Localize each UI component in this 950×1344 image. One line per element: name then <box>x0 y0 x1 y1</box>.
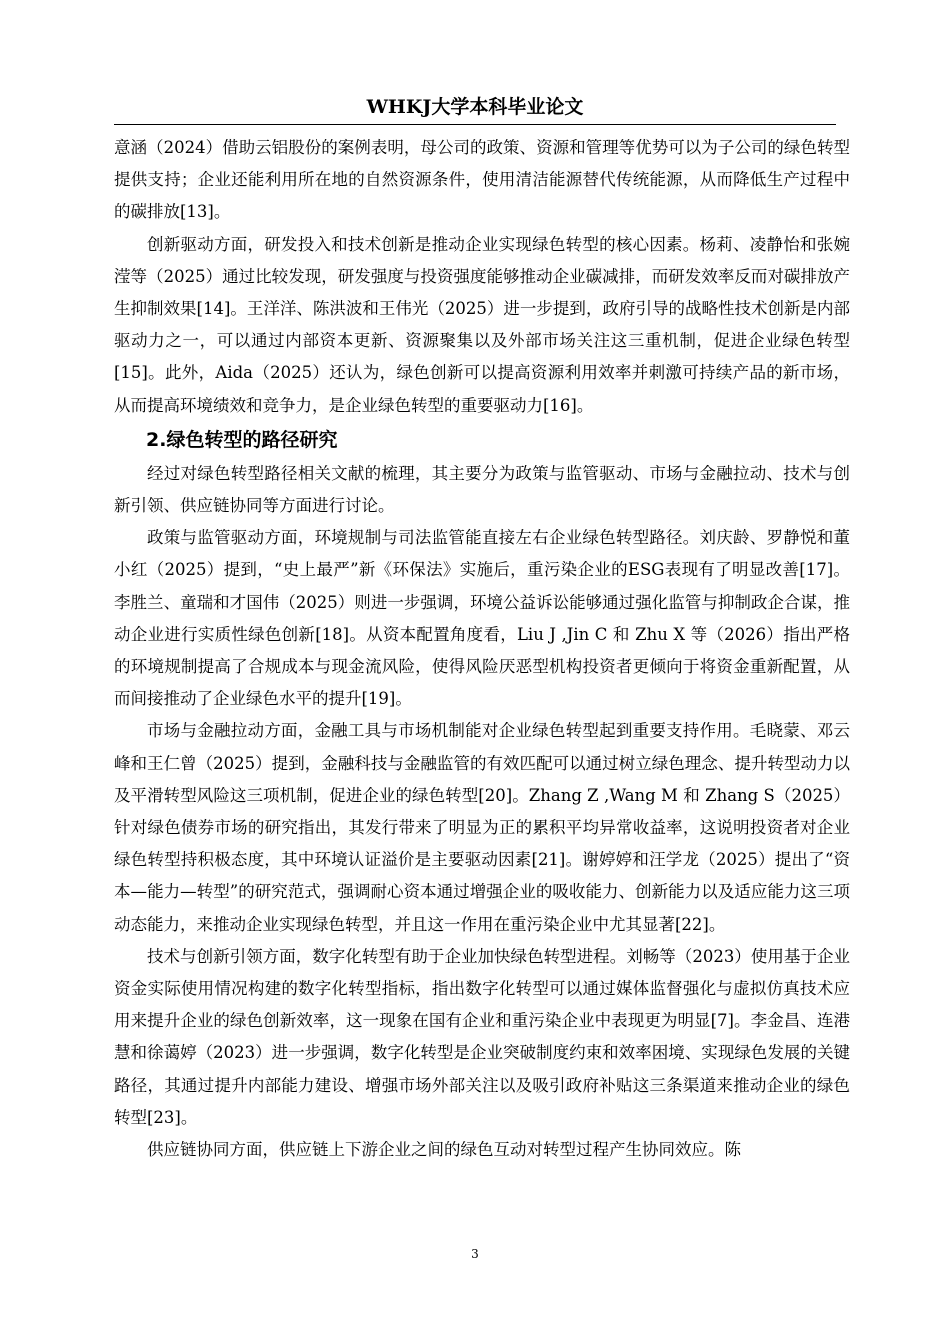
paragraph-technology-innovation: 技术与创新引领方面，数字化转型有助于企业加快绿色转型进程。刘畅等（2023）使用基于企业资金实际使用情况构建的数字化转型指标，指出数字化转型可以通过媒体监督强化与虚拟仿真技术应用来提升企业的绿色创新效率，这一现象在国有企业和重污染企业中表现更为明显[7]。李金昌、连港慧和徐蔼婷（2023）进一步强调，数字化转型是企业突破制度约束和效率困境、实现绿色发展的关键路径，其通过提升内部能力建设、增强市场外部关注以及吸引政府补贴这三条渠道来推动企业的绿色转型[23]。 <box>114 946 850 1127</box>
paragraph-policy-regulation: 政策与监管驱动方面，环境规制与司法监管能直接左右企业绿色转型路径。刘庆龄、罗静悦和董小红（2025）提到，“史上最严”新《环保法》实施后，重污染企业的ESG表现有了明显改善[17]。李胜兰、童瑞和才国伟（2025）则进一步强调，环境公益诉讼能够通过强化监管与抑制政企合谋，推动企业进行实质性绿色创新[18]。从资本配置角度看，Liu J ,Jin C 和 Zhu X 等（2026）指出严格的环境规制提高了合规成本与现金流风险，使得风险厌恶型机构投资者更倾向于将资金重新配置，从而间接推动了企业绿色水平的提升[19]。 <box>114 528 850 709</box>
body-text <box>114 132 850 1166</box>
running-header: WHKJ大学本科毕业论文 <box>114 94 836 125</box>
section-heading: 2.绿色转型的路径研究 <box>146 428 338 451</box>
paragraph-supply-chain: 供应链协同方面，供应链上下游企业之间的绿色互动对转型过程产生协同效应。陈 <box>147 1140 741 1160</box>
paragraph-overview: 经过对绿色转型路径相关文献的梳理，其主要分为政策与监管驱动、市场与金融拉动、技术与创新引领、供应链协同等方面进行讨论。 <box>114 463 850 516</box>
paragraph-innovation-driven: 创新驱动方面，研发投入和技术创新是推动企业实现绿色转型的核心因素。杨莉、凌静怡和张婉滢等（2025）通过比较发现，研发强度与投资强度能够推动企业碳减排，而研发效率反而对碳排放产生抑制效果[14]。王洋洋、陈洪波和王伟光（2025）进一步提到，政府引导的战略性技术创新是内部驱动力之一，可以通过内部资本更新、资源聚集以及外部市场关注这三重机制，促进企业绿色转型[15]。此外，Aida（2025）还认为，绿色创新可以提高资源利用效率并刺激可持续产品的新市场，从而提高环境绩效和竞争力，是企业绿色转型的重要驱动力[16]。 <box>114 234 850 415</box>
paragraph-market-finance: 市场与金融拉动方面，金融工具与市场机制能对企业绿色转型起到重要支持作用。毛晓蒙、邓云峰和王仁曾（2025）提到，金融科技与金融监管的有效匹配可以通过树立绿色理念、提升转型动力以及平滑转型风险这三项机制，促进企业的绿色转型[20]。Zhang Z ,Wang M 和 Zhang S（2025）针对绿色债券市场的研究指出，其发行带来了明显为正的累积平均异常收益率，这说明投资者对企业绿色转型持积极态度，其中环境认证溢价是主要驱动因素[21]。谢婷婷和汪学龙（2025）提出了“资本—能力—转型”的研究范式，强调耐心资本通过增强企业的吸收能力、创新能力以及适应能力这三项动态能力，来推动企业实现绿色转型，并且这一作用在重污染企业中尤其显著[22]。 <box>114 721 850 934</box>
paragraph-continued: 意涵（2024）借助云铝股份的案例表明，母公司的政策、资源和管理等优势可以为子公司的绿色转型提供支持；企业还能利用所在地的自然资源条件，使用清洁能源替代传统能源，从而降低生产过程中的碳排放[13]。 <box>114 138 850 222</box>
page-number: 3 <box>471 1247 479 1261</box>
